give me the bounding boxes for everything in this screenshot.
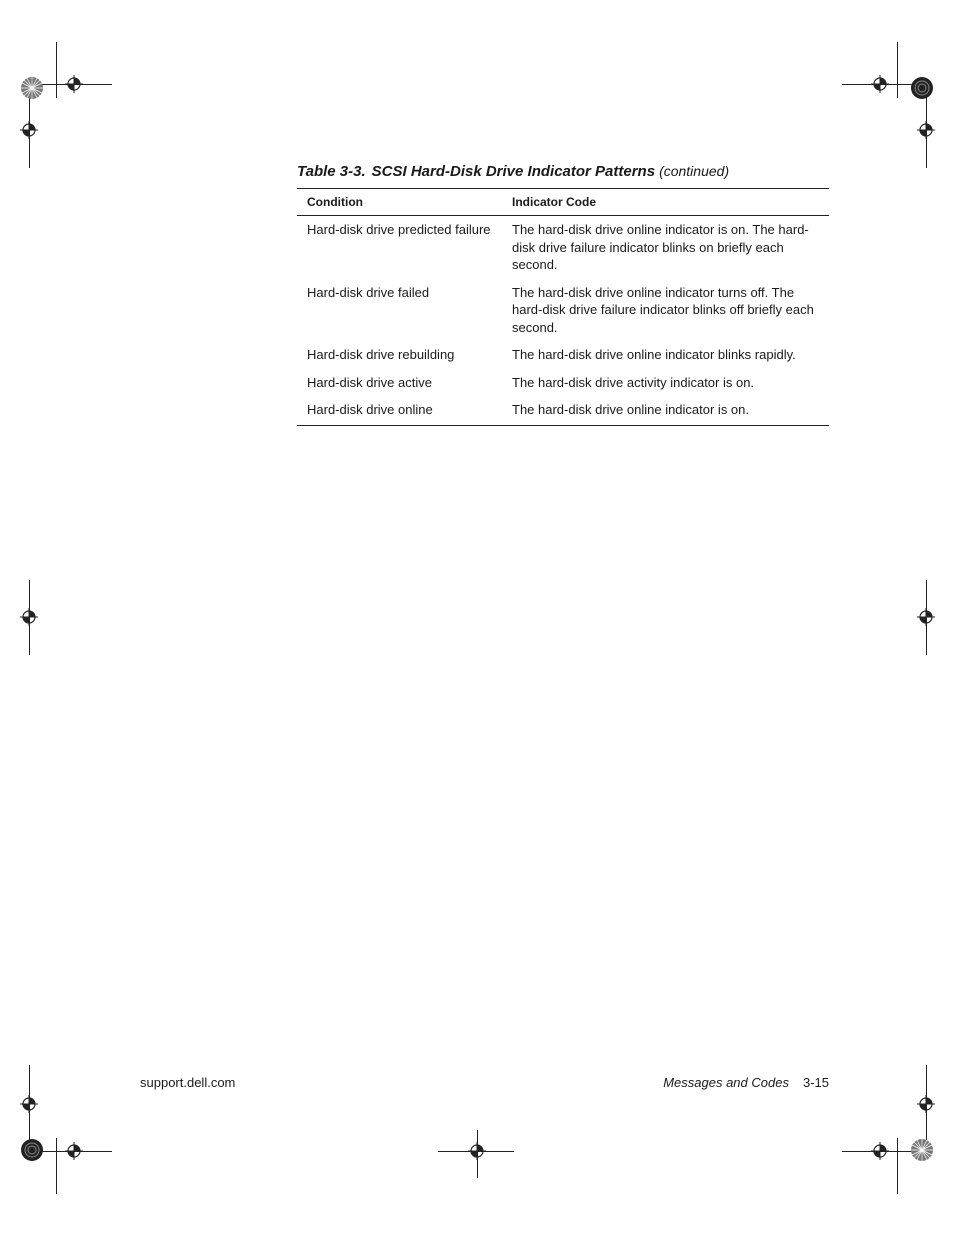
condition-cell: Hard-disk drive active <box>307 374 432 390</box>
crosshair-registration-mark-icon <box>20 608 38 626</box>
indicator-code-cell: The hard-disk drive online indicator turns off. The hard-disk drive failure indicator blinks off briefly each second. <box>512 284 814 335</box>
indicator-code-cell: The hard-disk drive online indicator is on. The hard-disk drive failure indicator blinks on briefly each second. <box>512 222 809 272</box>
table-row <box>297 396 829 425</box>
printer-rosette-mark-icon <box>910 1138 934 1162</box>
column-header-indicator-code: Indicator Code <box>502 189 829 216</box>
crosshair-registration-mark-icon <box>871 75 889 93</box>
condition-cell: Hard-disk drive failed <box>307 284 430 300</box>
column-header-condition: Condition <box>297 189 502 216</box>
printer-rosette-mark-icon <box>20 1138 44 1162</box>
table-continued-label: (continued) <box>659 163 730 179</box>
crosshair-registration-mark-icon <box>20 1095 38 1113</box>
footer-website: support.dell.com <box>140 1075 236 1090</box>
indicator-code-cell: The hard-disk drive online indicator blinks rapidly. <box>512 347 796 362</box>
indicator-code-cell: The hard-disk drive activity indicator is on. <box>512 374 755 390</box>
footer-section-title: Messages and Codes <box>663 1075 789 1090</box>
printer-rosette-mark-icon <box>910 76 934 100</box>
crosshair-registration-mark-icon <box>20 121 38 139</box>
crosshair-registration-mark-icon <box>871 1142 889 1160</box>
crosshair-registration-mark-icon <box>65 1142 83 1160</box>
table-header-row <box>297 189 829 216</box>
table-row <box>297 279 829 342</box>
table-row <box>297 369 829 397</box>
crop-line <box>897 42 898 98</box>
crosshair-registration-mark-icon <box>468 1142 486 1160</box>
page-number: 3-15 <box>802 1075 829 1090</box>
condition-cell: Hard-disk drive online <box>297 396 502 425</box>
crosshair-registration-mark-icon <box>917 1095 935 1113</box>
crop-line <box>56 1138 57 1194</box>
table-row <box>297 341 829 369</box>
crosshair-registration-mark-icon <box>917 608 935 626</box>
table-number: Table 3-3. <box>297 163 366 180</box>
crop-line <box>897 1138 898 1194</box>
condition-cell: Hard-disk drive predicted failure <box>307 222 491 237</box>
table-row <box>297 216 829 279</box>
condition-cell: Hard-disk drive rebuilding <box>307 347 455 362</box>
indicator-patterns-table <box>297 188 829 426</box>
table-title: SCSI Hard-Disk Drive Indicator Patterns <box>371 163 656 180</box>
crop-line <box>56 42 57 98</box>
table-caption <box>297 163 837 180</box>
indicator-code-cell: The hard-disk drive online indicator is on. <box>502 396 829 425</box>
footer-section <box>663 1075 829 1090</box>
crosshair-registration-mark-icon <box>917 121 935 139</box>
crosshair-registration-mark-icon <box>65 75 83 93</box>
printer-rosette-mark-icon <box>20 76 44 100</box>
